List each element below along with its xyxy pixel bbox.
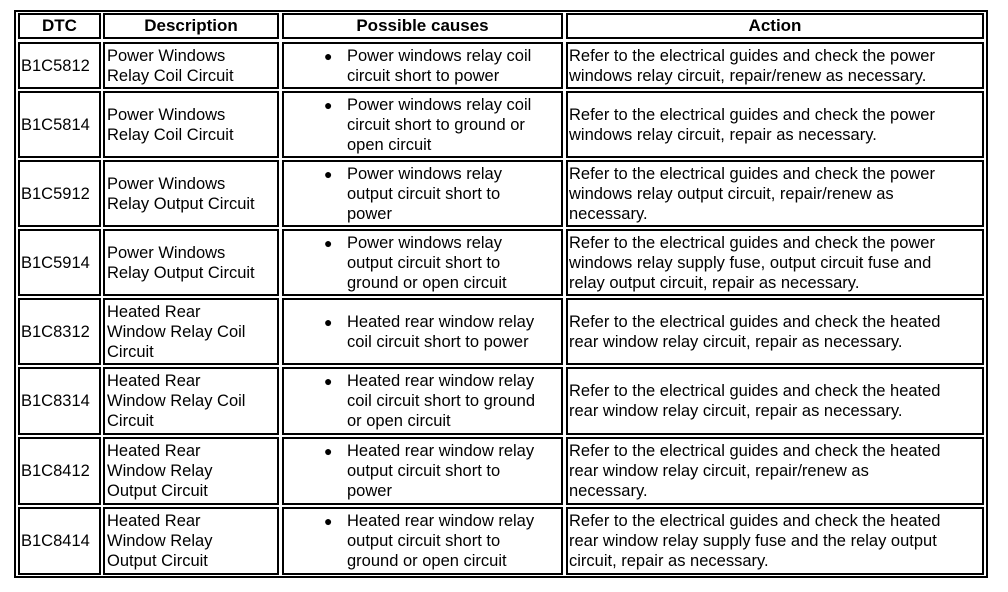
action-text-cell <box>566 437 984 505</box>
bullet-icon: ● <box>324 373 333 389</box>
possible-cause-cell <box>282 437 563 505</box>
possible-cause: Heated rear window relay output circuit short to ground or open circuit <box>347 512 535 570</box>
description-text: Power Windows Relay Coil Circuit <box>107 46 234 85</box>
action-text-cell <box>566 91 984 158</box>
bullet-icon: ● <box>324 513 333 529</box>
action-text: Refer to the electrical guides and check the heated rear window relay supply fuse and the relay output circuit, repair as necessary. <box>569 512 941 570</box>
description-text-cell <box>103 91 279 158</box>
dtc-code-cell <box>18 42 101 89</box>
dtc-code: B1C5814 <box>21 115 90 134</box>
possible-cause-cell <box>282 42 563 89</box>
description-text-cell <box>103 42 279 89</box>
dtc-code: B1C5912 <box>21 184 90 203</box>
possible-cause-cell <box>282 367 563 435</box>
dtc-code-cell <box>18 367 101 435</box>
possible-cause: Power windows relay output circuit short to power <box>347 164 502 223</box>
header-action: Action <box>566 13 984 39</box>
possible-cause-cell <box>282 229 563 296</box>
action-text: Refer to the electrical guides and check the power windows relay supply fuse, output circuit fuse and relay output circuit, repair as necessary. <box>569 233 935 292</box>
description-text-cell <box>103 507 279 575</box>
dtc-code: B1C5914 <box>21 253 90 272</box>
header-possible-causes: Possible causes <box>282 13 563 39</box>
action-text-cell <box>566 229 984 296</box>
possible-cause: Heated rear window relay output circuit short to power <box>347 442 535 500</box>
possible-cause: Heated rear window relay coil circuit short to ground or open circuit <box>347 372 536 430</box>
header-description: Description <box>103 13 279 39</box>
description-text-cell <box>103 160 279 227</box>
bullet-icon: ● <box>324 165 333 182</box>
action-text: Refer to the electrical guides and check the power windows relay circuit, repair/renew as necessary. <box>569 46 935 85</box>
action-text: Refer to the electrical guides and check the power windows relay circuit, repair as necessary. <box>569 105 935 144</box>
description-text: Heated Rear Window Relay Output Circuit <box>107 442 213 500</box>
possible-cause: Heated rear window relay coil circuit short to power <box>347 312 535 351</box>
dtc-code: B1C8314 <box>21 392 90 410</box>
dtc-code-cell <box>18 160 101 227</box>
description-text: Heated Rear Window Relay Coil Circuit <box>107 372 246 430</box>
dtc-code-cell <box>18 298 101 365</box>
dtc-code: B1C8412 <box>21 462 90 480</box>
bullet-icon: ● <box>324 443 333 459</box>
bullet-icon: ● <box>324 96 333 113</box>
possible-cause-cell <box>282 507 563 575</box>
header-dtc: DTC <box>18 13 101 39</box>
dtc-code: B1C8312 <box>21 322 90 341</box>
description-text: Power Windows Relay Output Circuit <box>107 174 255 213</box>
bullet-icon: ● <box>324 47 333 64</box>
bullet-icon: ● <box>324 234 333 251</box>
dtc-code-cell <box>18 507 101 575</box>
description-text-cell <box>103 367 279 435</box>
action-text-cell <box>566 160 984 227</box>
bullet-icon: ● <box>324 313 333 330</box>
dtc-code-cell <box>18 91 101 158</box>
description-text: Heated Rear Window Relay Output Circuit <box>107 512 213 570</box>
possible-cause-cell <box>282 298 563 365</box>
action-text-cell <box>566 298 984 365</box>
action-text: Refer to the electrical guides and check the heated rear window relay circuit, repair as necessary. <box>569 382 941 420</box>
description-text: Heated Rear Window Relay Coil Circuit <box>107 302 246 361</box>
action-text: Refer to the electrical guides and check the heated rear window relay circuit, repair/renew as necessary. <box>569 442 941 500</box>
action-text: Refer to the electrical guides and check the heated rear window relay circuit, repair as necessary. <box>569 312 941 351</box>
dtc-code: B1C5812 <box>21 56 90 75</box>
possible-cause: Power windows relay output circuit short to ground or open circuit <box>347 233 507 292</box>
possible-cause: Power windows relay coil circuit short to ground or open circuit <box>347 95 532 154</box>
description-text-cell <box>103 229 279 296</box>
action-text: Refer to the electrical guides and check the power windows relay output circuit, repair/renew as necessary. <box>569 164 935 223</box>
dtc-code-cell <box>18 229 101 296</box>
possible-cause-cell <box>282 91 563 158</box>
description-text-cell <box>103 298 279 365</box>
possible-cause: Power windows relay coil circuit short to power <box>347 46 532 85</box>
dtc-code: B1C8414 <box>21 532 90 550</box>
action-text-cell <box>566 42 984 89</box>
description-text-cell <box>103 437 279 505</box>
dtc-code-cell <box>18 437 101 505</box>
description-text: Power Windows Relay Coil Circuit <box>107 105 234 144</box>
action-text-cell <box>566 367 984 435</box>
description-text: Power Windows Relay Output Circuit <box>107 243 255 282</box>
action-text-cell <box>566 507 984 575</box>
possible-cause-cell <box>282 160 563 227</box>
